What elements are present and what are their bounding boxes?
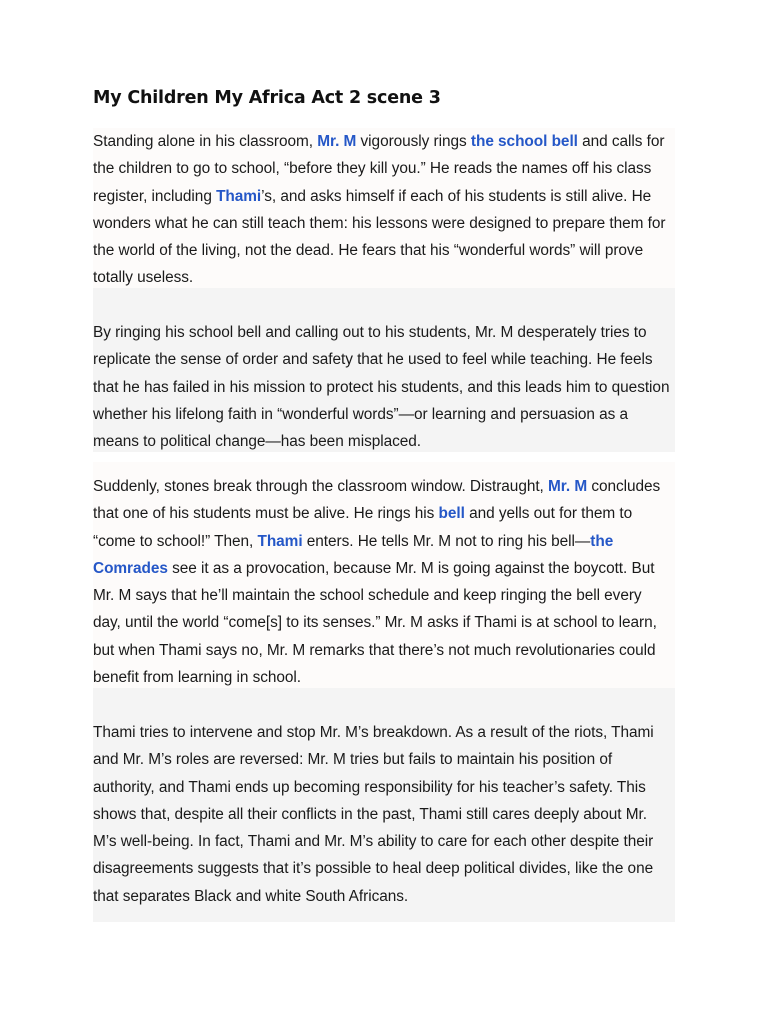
character-link-mr-m[interactable]: Mr. M [317,133,357,150]
character-link-thami[interactable]: Thami [257,532,303,550]
character-link-mr-m[interactable]: Mr. M [548,478,588,495]
symbol-link-bell[interactable]: bell [438,505,465,523]
symbol-link-school-bell[interactable]: the school bell [470,133,578,150]
text-run: and calls for the children to go to school, “before they kill you.” He reads the names off his class register, including [93,133,665,205]
page-title: My Children My Africa Act 2 scene 3 [93,88,441,108]
text-run: ’s, and asks himself if each of his students is still alive. He wonders what he can still teach them: his lessons were designed to prepare them for the world of the living, not the dead. He fears that his “wonderful words” will prove totally useless. [93,187,666,287]
paragraph-3 [93,462,675,688]
paragraph-2 [93,288,675,452]
text-run: vigorously rings [356,133,471,150]
character-link-thami[interactable]: Thami [216,187,262,205]
paragraph-1 [93,128,675,288]
text-run: Standing alone in his classroom, [93,133,318,150]
text-run: concludes that one of his students must be alive. He rings his [93,478,661,523]
text-run: enters. He tells Mr. M not to ring his bell— [302,532,591,550]
character-link-comrades[interactable]: the Comrades [93,532,614,577]
text-run: Suddenly, stones break through the classroom window. Distraught, [93,478,549,495]
text-run: see it as a provocation, because Mr. M is going against the boycott. But Mr. M says that he’ll maintain the school schedule and keep ringing the bell every day, until the world “come[s] to its senses.” Mr. M asks if Thami is at school to learn, but when Thami says no, Mr. M remarks that there’s not much revolutionaries could benefit from learning in school. [93,559,657,687]
text-run: Thami tries to intervene and stop Mr. M’s breakdown. As a result of the riots, Thami and Mr. M’s roles are reversed: Mr. M tries but fails to maintain his position of authority, and Thami ends up becoming responsibility for his teacher’s safety. This shows that, despite all their conflicts in the past, Thami still cares deeply about Mr. M’s well-being. In fact, Thami and Mr. M’s ability to care for each other despite their disagreements suggests that it’s possible to heal deep political divides, like the one that separates Black and white South Africans. [93,724,654,905]
text-run: By ringing his school bell and calling out to his students, Mr. M desperately tries to replicate the sense of order and safety that he used to feel while teaching. He feels that he has failed in his mission to protect his students, and this leads him to question whether his lifelong faith in “wonderful words”—or learning and persuasion as a means to political change—has been misplaced. [93,324,670,451]
text-run: and yells out for them to “come to school!” Then, [93,505,633,550]
paragraph-4 [93,688,675,922]
